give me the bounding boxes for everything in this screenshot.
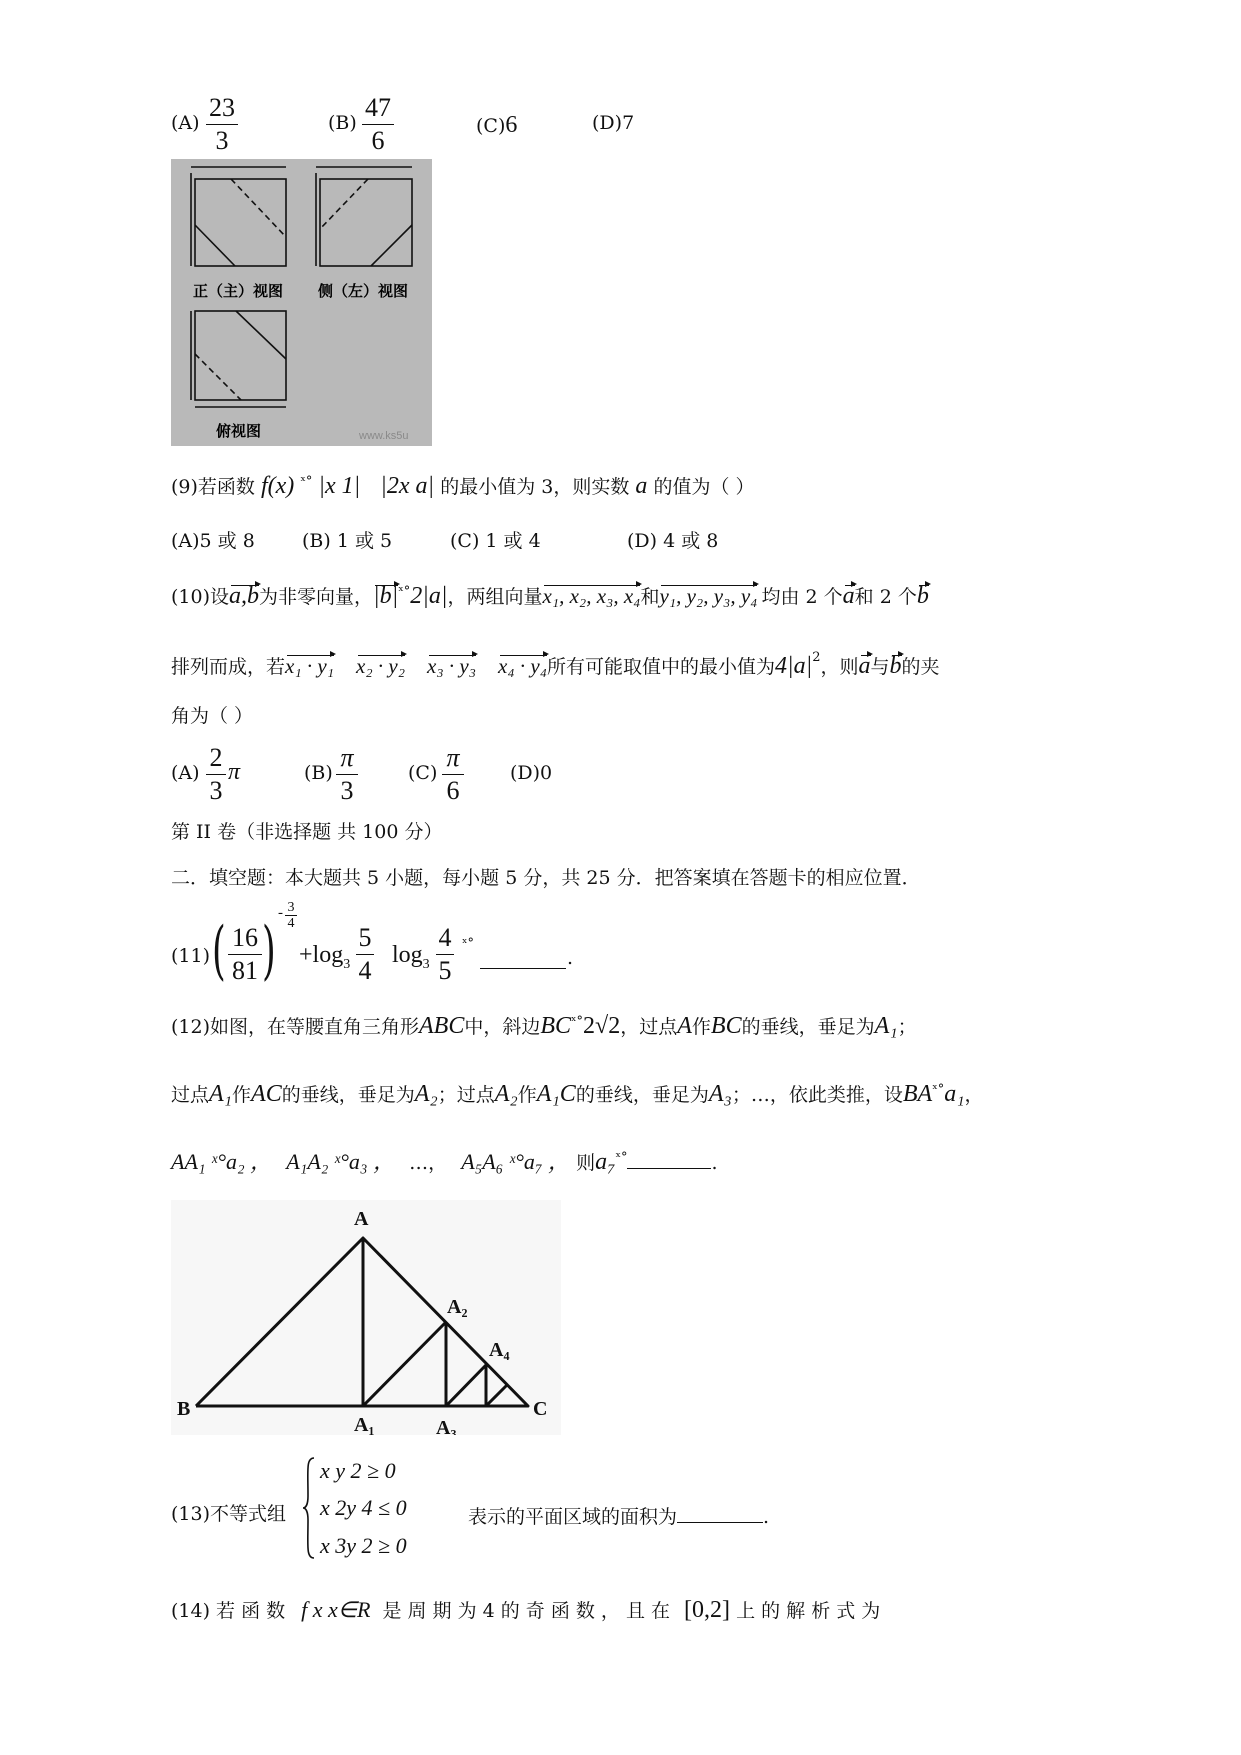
q11-exponent: 3 4 — [285, 900, 297, 931]
q8-option-a-fraction: 23 3 — [206, 94, 238, 155]
q11-log2: $\log_3$ — [392, 942, 430, 972]
q11-answer-blank[interactable] — [480, 946, 566, 968]
q10-option-a-pi: π — [228, 759, 241, 785]
q9-option-d: (D) 4 或 8 — [627, 530, 719, 552]
side-view-solid-edge — [371, 225, 412, 266]
q11-frac2: 4 5 — [436, 924, 454, 985]
perp-a1-a2 — [363, 1322, 446, 1406]
q12-line1: (12)如图，在等腰直角三角形ABC中，斜边$BC^{ˣ^\circ}2√2$，过点A作BC的垂线，垂足为A₁； — [171, 1013, 917, 1039]
fill-in-heading: 二．填空题：本大题共 5 小题，每小题 5 分，共 25 分．把答案填在答题卡的相应位置． — [171, 867, 921, 889]
q10-line3: 角为（ ） — [171, 705, 254, 727]
label-A: A — [354, 1208, 369, 1230]
q11-plus-log: $+\log_3$ — [299, 942, 351, 972]
q9-option-a: (A)5 或 8 — [171, 530, 255, 552]
perp-a5-a6 — [486, 1385, 507, 1406]
label-A4: A₄ — [489, 1339, 510, 1361]
q8-option-b-fraction: 47 6 — [362, 94, 394, 155]
q9-option-b: (B) 1 或 5 — [302, 530, 393, 552]
three-view-drawing — [171, 159, 432, 446]
q11-right-paren: ) — [262, 914, 276, 988]
watermark: www.ks5u — [359, 430, 409, 442]
q10-option-b-label: (B) — [304, 762, 333, 784]
perp-a3-a4 — [446, 1365, 486, 1406]
q10-option-b-fraction: π 3 — [336, 744, 358, 805]
q13-label: (13)不等式组 — [171, 1503, 287, 1525]
section-2-title: 第 II 卷（非选择题 共 100 分） — [171, 821, 443, 843]
top-view-square — [195, 311, 286, 400]
label-A3: A₃ — [436, 1417, 457, 1435]
front-view-dashed-edge — [231, 179, 286, 237]
front-view-caption: 正（主）视图 — [193, 282, 284, 300]
q12-answer-blank[interactable] — [627, 1148, 711, 1169]
top-view-solid-edge — [236, 311, 286, 359]
label-C: C — [533, 1398, 548, 1420]
top-view-dashed-edge — [195, 354, 241, 400]
side-view-square — [320, 179, 412, 266]
q9-option-c: (C) 1 或 4 — [450, 530, 541, 552]
label-A2: A₂ — [447, 1296, 468, 1318]
three-view-figure — [171, 159, 432, 446]
q9-line: (9)若函数 f(x) $^{ˣ^\circ}$ |x 1| |2x a| 的最小值为 3，则实数 a 的值为（ ） — [171, 473, 755, 499]
label-A1: A₁ — [354, 1414, 375, 1435]
q11-label: (11) — [171, 945, 211, 967]
label-B: B — [177, 1398, 191, 1420]
triangle-drawing — [171, 1200, 561, 1435]
q13-row2: x 2y 4 ≤ 0 — [320, 1495, 407, 1520]
q8-option-d: (D)7 — [592, 112, 635, 134]
q10-option-c-label: (C) — [408, 762, 438, 784]
q13-row3: x 3y 2 ≥ 0 — [320, 1533, 407, 1558]
q10-line2: 排列而成，若x₁ · y₁ x₂ · y₂ x₃ · y₃ x₄ · y₄所有可能取值中的最小值为$4|a|^2$，则a与b的夹 — [171, 650, 940, 679]
q10-line1: (10)设a,b为非零向量，$|b|^{ˣ^\circ}2|a|$，两组向量x₁, x₂, x₃, x₄和y₁, y₂, y₃, y₄ 均由 2 个a和 2 个b — [171, 583, 929, 609]
q11-exp-sign: - — [278, 905, 283, 921]
q11-equals: ˣ° — [462, 936, 475, 951]
top-view-caption: 俯视图 — [216, 422, 262, 440]
side-view-caption: 侧（左）视图 — [318, 282, 409, 300]
q13-brace — [302, 1456, 316, 1560]
q11-left-paren: ( — [212, 914, 226, 988]
front-view-solid-edge — [195, 225, 235, 266]
q13-text: 表示的平面区域的面积为 . — [468, 1502, 769, 1529]
q8-option-a-label: (A) — [171, 112, 200, 134]
q10-option-a-fraction: 2 3 — [206, 744, 226, 805]
q10-option-c-fraction: π 6 — [442, 744, 464, 805]
q11-frac1: 5 4 — [356, 924, 374, 985]
q11-end: . — [567, 947, 574, 969]
q11-base-fraction: 16 81 — [228, 924, 262, 985]
q12-line3: AA₁ ˣ°a₂ ， A₁A₂ ˣ°a₃ ， …， A₅A₆ ˣ°a₇ ， 则a₇$^{ˣ^\circ}$ . — [171, 1149, 718, 1175]
q8-option-c: (C)6 — [476, 112, 518, 138]
q14-line: (14) 若 函 数 f x x∈R 是 周 期 为 4 的 奇 函 数 ， 且 在 [0,2] 上 的 解 析 式 为 — [171, 1597, 881, 1623]
side-view-dashed-edge — [320, 179, 368, 229]
triangle-figure — [171, 1200, 561, 1435]
q13-row1: x y 2 ≥ 0 — [320, 1458, 396, 1483]
q10-option-d: (D)0 — [510, 762, 553, 784]
q10-option-a-label: (A) — [171, 762, 200, 784]
q12-line2: 过点A₁作AC的垂线，垂足为A₂；过点A₂作A₁C的垂线，垂足为A₃；…，依此类推，设$BA^{ˣ^\circ}a_1$， — [171, 1081, 984, 1107]
q13-answer-blank[interactable] — [677, 1502, 763, 1523]
q8-option-b-label: (B) — [328, 112, 357, 134]
